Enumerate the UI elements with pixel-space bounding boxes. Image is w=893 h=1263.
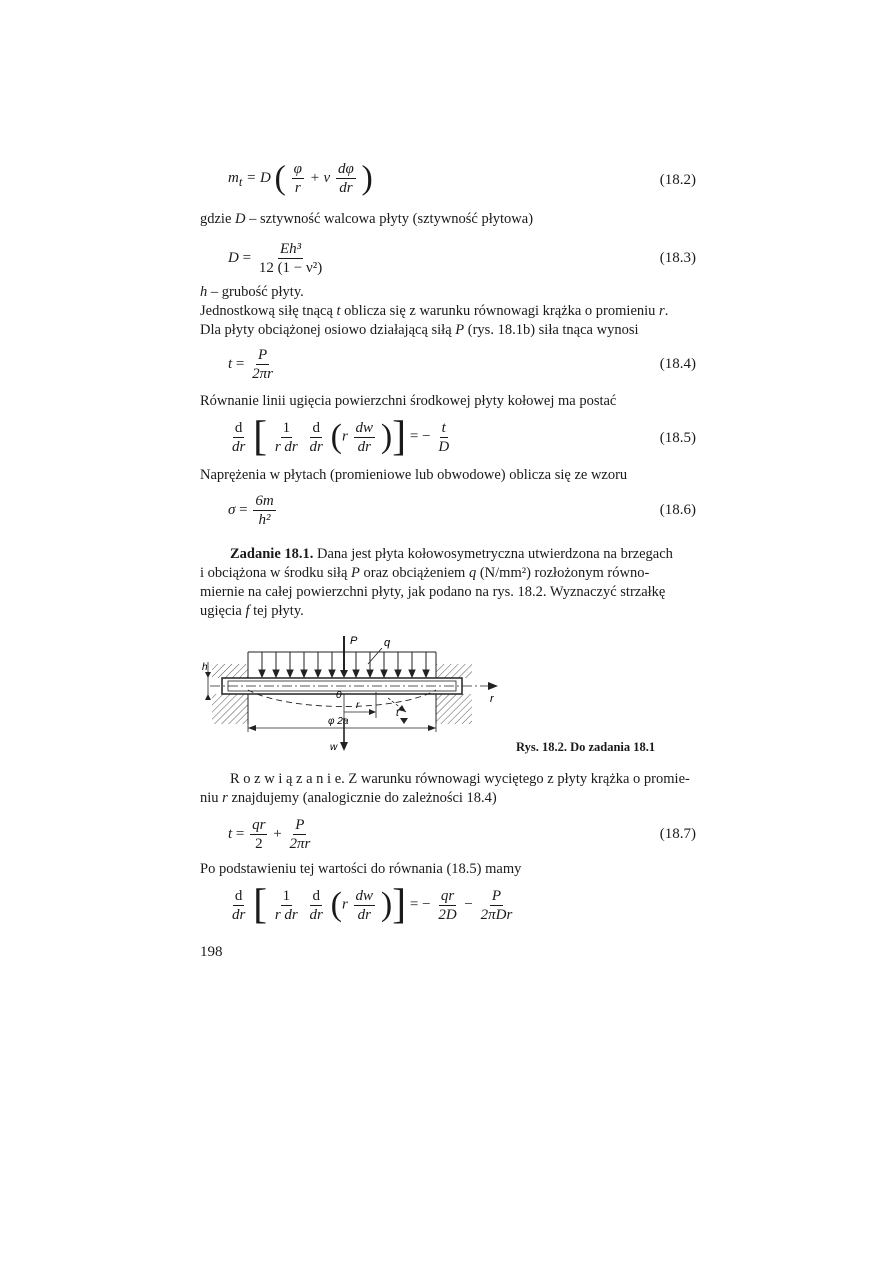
numerator: t <box>441 419 446 436</box>
denominator: h² <box>258 512 271 528</box>
equation-18-5 <box>200 414 696 462</box>
label-origin: 0 <box>336 690 342 701</box>
minus: − <box>464 896 477 913</box>
text-span: Dla płyty obciążonej osiowo działającą siłą <box>200 322 456 338</box>
w-axis-arrow <box>340 742 348 751</box>
t-arrow <box>398 705 406 712</box>
equation-18-6 <box>200 490 696 532</box>
text-span: f <box>245 603 250 619</box>
bracket: ] <box>392 414 407 460</box>
text-span: gdzie <box>200 211 236 227</box>
eq-sign: = <box>232 355 249 372</box>
fraction <box>273 887 300 924</box>
denominator: 2D <box>438 906 457 923</box>
text-span: Dana jest płyta kołowosymetryczna utwierdzona na brzegach <box>313 546 673 562</box>
text-span: r <box>341 428 348 445</box>
fraction <box>257 240 324 277</box>
denominator: dr <box>339 180 353 196</box>
fraction <box>308 419 325 456</box>
fraction <box>253 492 275 529</box>
text-span: r <box>659 303 665 319</box>
text-line <box>200 210 696 229</box>
denominator: 2πDr <box>480 906 513 923</box>
numerator: P <box>491 887 502 904</box>
numerator: 1 <box>282 887 291 904</box>
denominator: 2πr <box>252 366 273 382</box>
plus: + <box>273 825 286 842</box>
numerator: dw <box>355 419 374 436</box>
paren: ) <box>361 159 373 197</box>
plus-nu: + ν <box>309 169 331 186</box>
text-span: tej płyty. <box>249 603 304 619</box>
fraction <box>250 816 267 853</box>
left-wall-bottom <box>212 694 248 724</box>
equation-18-7 <box>200 814 696 856</box>
fraction <box>479 887 515 924</box>
paren: ( <box>330 418 342 455</box>
denominator: r dr <box>274 438 298 455</box>
denominator: 2πr <box>289 836 311 852</box>
paren: ) <box>380 418 393 455</box>
text-span: t <box>336 303 341 319</box>
equation-18-2 <box>200 156 696 200</box>
fraction <box>354 887 376 924</box>
bracket: [ <box>253 414 268 460</box>
numerator: dφ <box>337 161 354 177</box>
text-span: P <box>455 322 465 338</box>
force-P-arrow <box>340 670 348 678</box>
text-span: q <box>468 565 477 581</box>
eq-sign: = <box>235 501 252 518</box>
label-w: w <box>330 742 338 753</box>
text-span: P <box>351 565 360 581</box>
fraction <box>292 160 304 197</box>
eq-sign: = − <box>409 896 431 913</box>
text-span: znajdujemy (analogicznie do zależności 18.4) <box>227 790 497 806</box>
bracket: [ <box>253 882 268 928</box>
label-r-dim: r <box>356 700 360 711</box>
solution-title: R o z w i ą z a n i e. <box>230 771 345 787</box>
text-span: – grubość płyty. <box>207 284 304 300</box>
text-span: ugięcia <box>200 603 246 619</box>
denominator: dr <box>357 906 371 923</box>
paren: ( <box>274 159 286 197</box>
numerator: dw <box>355 887 374 904</box>
equation-18-3 <box>200 238 696 280</box>
numerator: d <box>312 887 320 904</box>
text-line: Po podstawieniu tej wartości do równania (18.5) mamy <box>200 861 522 877</box>
fraction <box>230 887 247 924</box>
paren: ( <box>330 886 342 923</box>
text-line: miernie na całej powierzchni płyty, jak podano na rys. 18.2. Wyznaczyć strzałkę <box>200 584 666 600</box>
denominator: D <box>438 438 450 455</box>
fraction <box>354 419 376 456</box>
text-span: oraz obciążeniem <box>359 565 469 581</box>
fraction <box>308 887 325 924</box>
denominator: dr <box>232 906 246 923</box>
paren: ) <box>380 886 393 923</box>
fraction <box>250 346 275 383</box>
text-span: – sztywność walcowa płyty (sztywność płytowa) <box>245 211 534 227</box>
eq-lhs: σ <box>228 501 236 518</box>
numerator: d <box>234 419 243 436</box>
text-span: (N/mm²) rozłożonym równo- <box>476 565 650 581</box>
dim-arrow <box>428 725 436 731</box>
plate-diagram <box>200 632 500 756</box>
equation-number: (18.5) <box>659 430 696 446</box>
r-dim-arrow <box>369 709 376 715</box>
fraction <box>436 419 451 456</box>
eq-sign: = D <box>242 169 271 186</box>
equation-number: (18.7) <box>659 826 696 842</box>
denominator: dr <box>232 438 246 455</box>
equation-substituted <box>200 882 696 930</box>
eq-sign: = <box>232 825 249 842</box>
text-span: niu <box>200 790 223 806</box>
text-span: Z warunku równowagi wyciętego z płyty krążka o promie- <box>344 771 690 787</box>
text-span: i obciążona w środku siłą <box>200 565 352 581</box>
numerator: d <box>312 419 320 436</box>
denominator: r <box>294 180 301 196</box>
denominator: dr <box>357 438 371 455</box>
right-wall-bottom <box>436 694 472 724</box>
text-span: Jednostkową siłę tnącą <box>200 303 337 319</box>
equation-number: (18.3) <box>659 250 696 266</box>
r-axis-arrow <box>488 682 498 690</box>
text-line: Równanie linii ugięcia powierzchni środkowej płyty kołowej ma postać <box>200 393 617 409</box>
numerator: 6m <box>255 493 274 509</box>
exercise-paragraph <box>200 545 696 621</box>
equation-18-4 <box>200 344 696 386</box>
paragraph <box>200 283 696 340</box>
eq-sign: = <box>238 249 255 266</box>
text-span: . <box>664 303 669 319</box>
fraction <box>336 160 356 197</box>
eq-lhs: m <box>228 169 239 186</box>
denominator: 12 (1 − ν²) <box>258 260 323 276</box>
page-number: 198 <box>200 944 223 960</box>
text-span: r <box>222 790 228 806</box>
denominator: dr <box>309 438 323 455</box>
eq-sign: = − <box>409 428 431 445</box>
fraction <box>287 816 312 853</box>
numerator: P <box>257 347 268 363</box>
numerator: qr <box>252 817 266 833</box>
text-span: h <box>200 284 208 300</box>
label-q: q <box>384 637 391 649</box>
left-wall-top <box>212 664 248 678</box>
right-wall-top <box>436 664 472 678</box>
numerator: 1 <box>282 419 291 436</box>
label-h: h <box>202 662 208 673</box>
label-diameter: φ 2a <box>328 716 349 727</box>
label-r-axis: r <box>490 693 494 705</box>
text-span: oblicza się z warunku równowagi krążka o promieniu <box>340 303 660 319</box>
numerator: φ <box>293 161 302 177</box>
fraction <box>230 419 247 456</box>
eq-lhs: D <box>228 249 239 266</box>
dim-arrow <box>248 725 256 731</box>
exercise-title: Zadanie 18.1. <box>230 546 314 562</box>
text-span: (rys. 18.1b) siła tnąca wynosi <box>464 322 639 338</box>
fraction <box>273 419 300 456</box>
numerator: Eh³ <box>279 241 302 257</box>
numerator: d <box>234 887 243 904</box>
eq-lhs-sub: t <box>238 174 243 189</box>
fraction <box>436 887 458 924</box>
equation-number: (18.6) <box>659 502 696 518</box>
bracket: ] <box>392 882 407 928</box>
numerator: P <box>295 817 305 833</box>
figure-caption: Rys. 18.2. Do zadania 18.1 <box>516 740 656 754</box>
text-span: r <box>341 896 348 913</box>
equation-number: (18.2) <box>659 172 696 188</box>
denominator: r dr <box>274 906 298 923</box>
eq-lhs: t <box>228 825 233 842</box>
denominator: dr <box>309 906 323 923</box>
deflection-curve <box>248 690 436 707</box>
t-marker <box>400 718 408 724</box>
text-span: D <box>235 211 246 227</box>
solution-paragraph <box>200 770 696 808</box>
eq-lhs: t <box>228 355 233 372</box>
equation-number: (18.4) <box>659 356 696 372</box>
label-t: t <box>396 708 399 719</box>
denominator: 2 <box>255 836 263 852</box>
numerator: qr <box>440 887 455 904</box>
text-line: Naprężenia w płytach (promieniowe lub obwodowe) oblicza się ze wzoru <box>200 467 628 483</box>
label-P: P <box>350 635 358 647</box>
h-arrow <box>205 694 211 700</box>
